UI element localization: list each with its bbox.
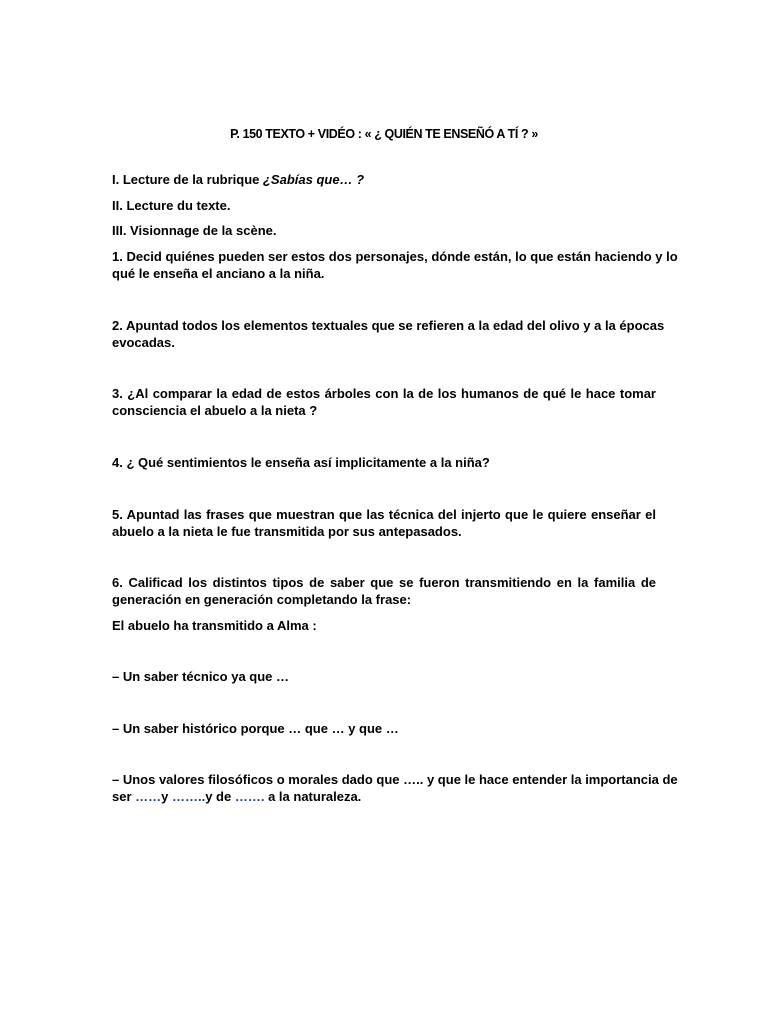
question-6-line-2: generación en generación completando la frase:	[112, 592, 412, 607]
question-5-line-2: abuelo a la nieta le fue transmitida por sus antepasados.	[112, 524, 462, 539]
page-title: P. 150 TEXTO + VIDÉO : « ¿ QUIÉN TE ENSEÑÓ A TÍ ? »	[230, 127, 538, 141]
intro-item-3: III. Visionnage de la scène.	[112, 223, 277, 238]
question-1-line-2: qué le enseña el anciano a la niña.	[112, 266, 325, 281]
intro-item-1	[112, 171, 656, 188]
bullet-technical: – Un saber técnico ya que …	[112, 669, 290, 684]
question-2-line-1: 2. Apuntad todos los elementos textuales que se refieren a la edad del olivo y a la épocas	[112, 318, 665, 333]
intro-item-1-text: I. Lecture de la rubrique	[112, 172, 263, 187]
question-3	[112, 385, 656, 419]
question-1	[112, 248, 678, 282]
bullet-values	[112, 771, 678, 805]
bullet-values-text-g: a la naturaleza.	[264, 789, 362, 804]
bullet-values-text-e: y de	[205, 789, 235, 804]
blank-3: …….	[234, 789, 265, 804]
question-1-line-1: 1. Decid quiénes pueden ser estos dos personajes, dónde están, lo que están haciendo y lo	[112, 249, 678, 264]
question-3-line-2: consciencia el abuelo a la nieta ?	[112, 403, 318, 418]
bullet-values-text-c: y	[161, 789, 172, 804]
bullet-historical: – Un saber histórico porque … que … y que …	[112, 721, 399, 736]
blank-1: ……	[135, 789, 162, 804]
intro-item-2: II. Lecture du texte.	[112, 198, 231, 213]
bullet-values-text-a: ser	[112, 789, 136, 804]
question-2	[112, 317, 665, 351]
bullet-values-line-1: – Unos valores filosóficos o morales dado que ….. y que le hace entender la importancia de	[112, 772, 678, 787]
blank-2: ……..	[171, 789, 206, 804]
question-6-line-1: 6. Calificad los distintos tipos de saber que se fueron transmitiendo en la familia de	[112, 575, 656, 590]
question-5	[112, 506, 656, 540]
question-6	[112, 574, 656, 608]
question-4: 4. ¿ Qué sentimientos le enseña así implicitamente a la niña?	[112, 455, 490, 470]
question-3-line-1: 3. ¿Al comparar la edad de estos árboles con la de los humanos de qué le hace tomar	[112, 386, 656, 401]
phrase-intro: El abuelo ha transmitido a Alma :	[112, 618, 317, 633]
question-2-line-2: evocadas.	[112, 335, 175, 350]
intro-item-1-italic: ¿Sabías que… ?	[262, 172, 365, 187]
bullet-values-line-2	[112, 788, 656, 805]
question-5-line-1: 5. Apuntad las frases que muestran que las técnica del injerto que le quiere enseñar el	[112, 507, 656, 522]
